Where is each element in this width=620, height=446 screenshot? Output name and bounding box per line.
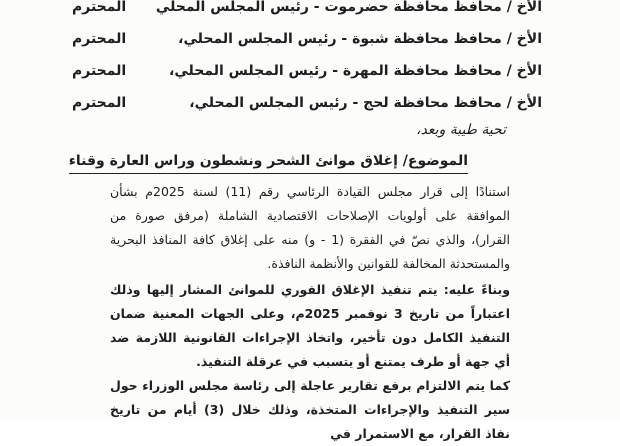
addressee-honorific: المحترم bbox=[72, 0, 127, 15]
addressee-line bbox=[72, 59, 542, 83]
addressee-honorific: المحترم bbox=[72, 63, 127, 79]
addressee-name: الأخ / محافظ محافظة لحج - رئيس المجلس المحلي، bbox=[189, 95, 542, 111]
body-paragraph: وبناءً عليه: يتم تنفيذ الإغلاق الفوري للموانئ المشار إليها وذلك اعتباراً من تاريخ 3 نوفمبر 2025م، وعلى الجهات المعنية ضمان التنفيذ الكامل دون تأخير، واتخاذ الإجراءات القانونية اللازمة ضد أي جهة أو طرف يمتنع أو يتسبب في عرقلة التنفيذ. bbox=[110, 282, 510, 369]
body-paragraph: كما يتم الالتزام برفع تقارير عاجلة إلى رئاسة مجلس الوزراء حول سير التنفيذ والإجراءات المتخذة، وذلك خلال (3) أيام من تاريخ نفاذ القرار، مع الاستمرار في bbox=[110, 378, 510, 441]
body-paragraph: استنادًا إلى قرار مجلس القيادة الرئاسي رقم (11) لسنة 2025م بشأن الموافقة على أولويات الإصلاحات الاقتصادية الشاملة (مرفق صورة من القرار)، والذي نصّ في الفقرة (1 - و) منه على إغلاق كافة المنافذ البحرية والمستحدثة المخالفة للقوانين والأنظمة النافذة. bbox=[110, 184, 511, 271]
addressee-name: الأخ / محافظ محافظة شبوة - رئيس المجلس المحلي، bbox=[178, 31, 542, 47]
addressee-line bbox=[72, 27, 542, 51]
subject-line: الموضوع/ إغلاق موانئ الشحر ونشطون وراس العارة وقناء bbox=[69, 150, 468, 174]
addressee-name: الأخ / محافظ محافظة حضرموت - رئيس المجلس المحلي bbox=[155, 0, 542, 15]
addressee-name: الأخ / محافظ محافظة المهرة - رئيس المجلس المحلي، bbox=[169, 63, 542, 79]
addressee-line bbox=[72, 0, 542, 19]
greeting: تحية طيبة وبعد، bbox=[416, 122, 506, 138]
addressee-honorific: المحترم bbox=[72, 31, 127, 47]
addressee-line bbox=[72, 91, 542, 115]
addressee-honorific: المحترم bbox=[72, 95, 127, 111]
